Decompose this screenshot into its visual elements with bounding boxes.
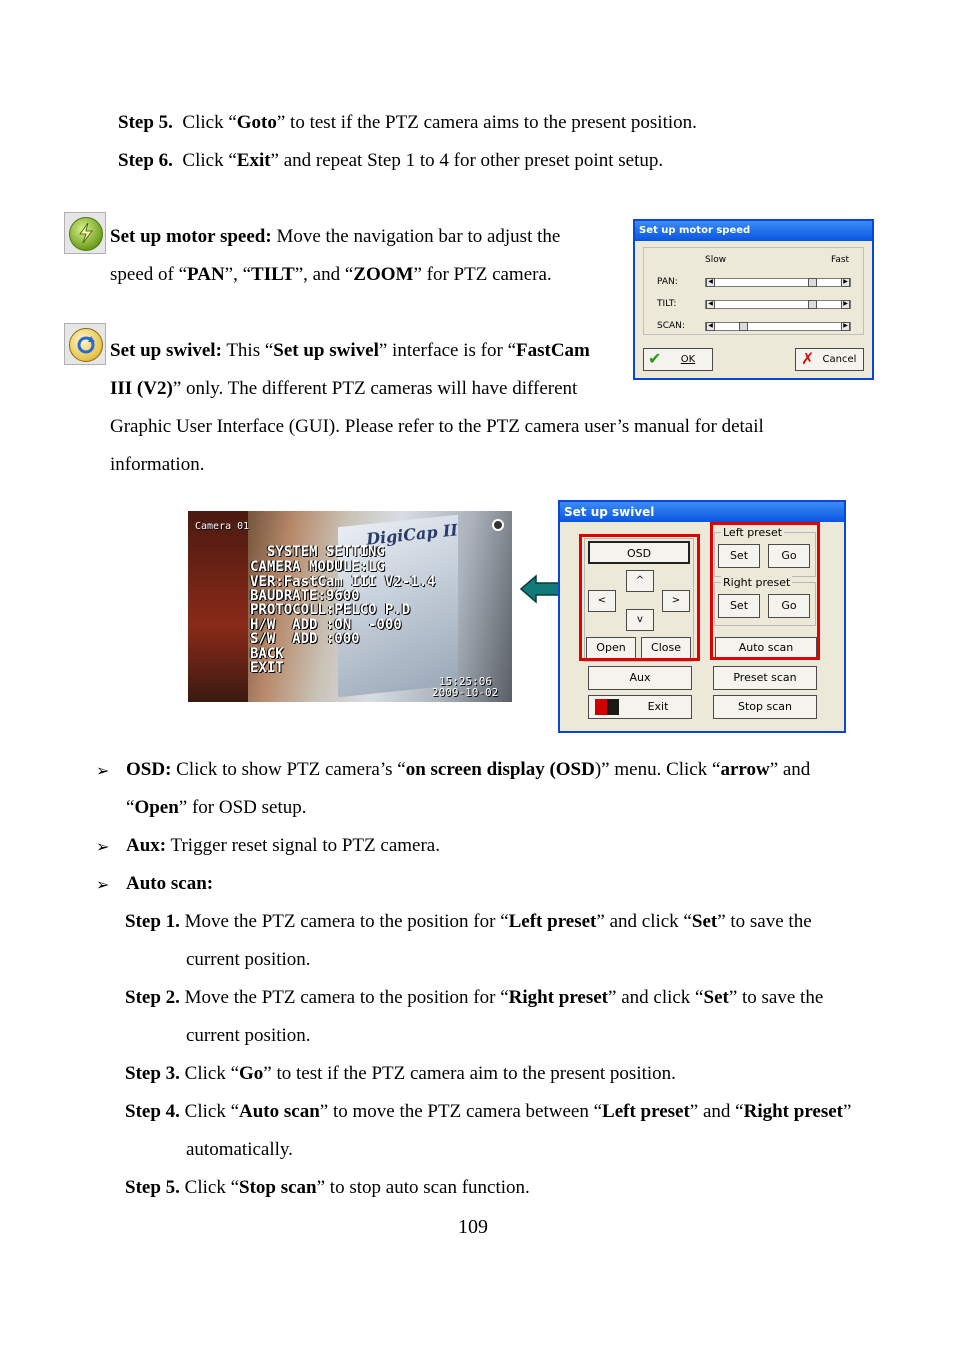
aux-bullet — [126, 835, 440, 857]
swivel-text: This “ — [221, 340, 274, 361]
swivel-keyword: FastCam — [516, 340, 590, 361]
tilt-keyword: TILT — [251, 264, 295, 285]
step-text: ” — [843, 1101, 852, 1122]
auto-scan-button[interactable]: Auto scan — [715, 637, 817, 659]
step-text: ” to move the PTZ camera between “ — [319, 1101, 603, 1122]
camera-wall-left — [188, 511, 248, 702]
slider-left-icon[interactable]: ◀ — [706, 278, 715, 287]
swivel-keyword: Set up swivel — [273, 340, 379, 361]
right-go-button[interactable]: Go — [768, 594, 810, 618]
osd-line: PROTOCOLL:PELCO P.D — [250, 602, 411, 618]
step-text: ” to save the — [728, 987, 824, 1008]
stop-scan-button[interactable]: Stop scan — [713, 695, 817, 719]
swivel-icon — [64, 323, 106, 365]
bullet-arrow-icon: ➢ — [96, 761, 110, 780]
lightning-icon — [77, 223, 95, 243]
bullet-text: )” menu. Click “ — [594, 759, 721, 780]
step-keyword: Set — [691, 911, 718, 932]
pan-label: PAN: — [657, 277, 678, 287]
bullet-text: ” for OSD setup. — [178, 797, 307, 818]
page-number: 109 — [458, 1216, 488, 1238]
swivel-arrows-icon — [75, 334, 97, 356]
right-preset-label: Right preset — [723, 576, 791, 589]
cancel-label: Cancel — [822, 354, 857, 365]
swivel-text: ” only. The different PTZ cameras will have different — [172, 378, 578, 399]
auto-step-3 — [125, 1063, 676, 1085]
step-keyword: Set — [703, 987, 729, 1008]
auto-scan-bullet: Auto scan: — [126, 873, 214, 894]
osd-line: CAMERA MODULE:LG — [250, 559, 385, 575]
left-set-button[interactable]: Set — [718, 544, 760, 568]
bullet-text: Trigger reset signal to PTZ camera. — [166, 835, 440, 856]
step-keyword: Go — [239, 1063, 264, 1084]
osd-line: S/W ADD :000 — [250, 631, 360, 647]
tilt-label: TILT: — [657, 299, 677, 309]
bullet-keyword: Open — [134, 797, 179, 818]
tilt-slider[interactable] — [705, 300, 851, 309]
step-number: Step 1. — [125, 911, 180, 932]
exit-label: Exit — [647, 700, 669, 713]
bullet-label: OSD: — [126, 759, 172, 780]
step-text: ” to test if the PTZ camera aim to the present position. — [263, 1063, 676, 1084]
bullet-keyword: OSD — [555, 759, 595, 780]
auto-step-1 — [125, 911, 812, 933]
swivel-dialog-title: Set up swivel — [560, 502, 844, 522]
osd-line: BACK — [250, 646, 284, 662]
bullet-arrow-icon: ➢ — [96, 875, 110, 894]
motor-text: ”, “ — [224, 264, 252, 285]
slider-left-icon[interactable]: ◀ — [706, 300, 715, 309]
ok-button[interactable] — [643, 348, 713, 371]
swivel-paragraph-line2 — [110, 378, 577, 400]
step-keyword: Auto scan — [239, 1101, 320, 1122]
step-text: Click “ — [179, 1101, 240, 1122]
exit-door-icon — [595, 699, 619, 715]
step-keyword: Right preset — [743, 1101, 843, 1122]
step-number: Step 5. — [118, 112, 173, 133]
step-keyword: Left preset — [602, 1101, 690, 1122]
left-preset-label: Left preset — [723, 526, 783, 539]
step-text: ” and “ — [689, 1101, 744, 1122]
camera-date: 2009-10-02 — [432, 686, 499, 699]
pan-keyword: PAN — [187, 264, 225, 285]
step-number: Step 2. — [125, 987, 180, 1008]
auto-step-2-cont: current position. — [186, 1025, 311, 1046]
osd-line: SYSTEM SETTING — [250, 544, 385, 560]
step-text: ” to stop auto scan function. — [316, 1177, 530, 1198]
motor-text: speed of “ — [110, 264, 188, 285]
close-button[interactable]: Close — [641, 637, 691, 659]
motor-text: ”, and “ — [294, 264, 354, 285]
step-text: ” to test if the PTZ camera aims to the present position. — [276, 112, 697, 133]
camera-settings-icon — [492, 519, 504, 531]
step-text: Move the PTZ camera to the position for “ — [179, 987, 509, 1008]
bullet-text: Click to show PTZ camera’s “ — [171, 759, 406, 780]
bullet-label: Aux: — [126, 835, 167, 856]
step-text: Move the PTZ camera to the position for “ — [179, 911, 509, 932]
pan-slider-thumb[interactable] — [808, 278, 817, 287]
swivel-dialog — [558, 500, 846, 733]
step-text: ” and click “ — [608, 987, 704, 1008]
step-keyword: Left preset — [508, 911, 597, 932]
osd-bullet-line1 — [126, 759, 810, 781]
auto-step-1-cont: current position. — [186, 949, 311, 970]
swivel-heading: Set up swivel: — [110, 340, 222, 361]
motor-text: Move the navigation bar to adjust the — [271, 226, 561, 247]
ok-label: OK — [680, 354, 696, 365]
up-arrow-button[interactable]: ^ — [626, 570, 654, 592]
step-number: Step 3. — [125, 1063, 180, 1084]
swivel-keyword: III (V2) — [110, 378, 173, 399]
bullet-text: ” and — [769, 759, 811, 780]
auto-step-2 — [125, 987, 823, 1009]
zoom-keyword: ZOOM — [353, 264, 414, 285]
open-button[interactable]: Open — [586, 637, 636, 659]
swivel-paragraph-line1 — [110, 340, 590, 362]
bullet-keyword: on screen display — [405, 759, 545, 780]
motor-text: ” for PTZ camera. — [413, 264, 552, 285]
cancel-button[interactable] — [795, 348, 864, 371]
osd-line: BAUDRATE:9600 — [250, 588, 360, 604]
motor-dialog-title: Set up motor speed — [635, 221, 872, 241]
step-text: ” and click “ — [596, 911, 692, 932]
step-text: Click “ — [182, 150, 237, 171]
slider-right-icon[interactable]: ▶ — [841, 278, 850, 287]
slider-right-icon[interactable]: ▶ — [841, 300, 850, 309]
step-text: Click “ — [182, 112, 237, 133]
osd-line: EXIT — [250, 660, 284, 676]
camera-osd-screenshot — [188, 511, 512, 702]
bullet-text: “ — [126, 797, 135, 818]
step-5-top — [118, 112, 697, 134]
step-keyword: Right preset — [508, 987, 609, 1008]
step-keyword: Stop scan — [239, 1177, 317, 1198]
left-go-button[interactable]: Go — [768, 544, 810, 568]
step-keyword: Goto — [236, 112, 277, 133]
auto-step-4 — [125, 1101, 851, 1123]
left-arrow-button[interactable]: < — [588, 590, 616, 612]
cancel-x-icon: ✗ — [801, 349, 815, 368]
step-number: Step 6. — [118, 150, 173, 171]
slider-right-icon[interactable]: ▶ — [841, 322, 850, 331]
slider-left-icon[interactable]: ◀ — [706, 322, 715, 331]
aux-button[interactable]: Aux — [588, 666, 692, 690]
step-keyword: Exit — [236, 150, 271, 171]
tilt-slider-thumb[interactable] — [808, 300, 817, 309]
step-text: Click “ — [179, 1177, 240, 1198]
auto-step-4-cont: automatically. — [186, 1139, 293, 1160]
fast-label: Fast — [831, 255, 850, 265]
motor-speed-paragraph-line2 — [110, 264, 552, 286]
step-6-top — [118, 150, 663, 172]
swivel-text: ” interface is for “ — [378, 340, 516, 361]
pan-slider[interactable] — [705, 278, 851, 287]
step-text: Click “ — [179, 1063, 240, 1084]
camera-label: Camera 01 — [195, 521, 250, 532]
motor-speed-dialog — [633, 219, 874, 380]
right-set-button[interactable]: Set — [718, 594, 760, 618]
bullet-arrow-icon: ➢ — [96, 837, 110, 856]
bullet-keyword: arrow — [720, 759, 770, 780]
step-number: Step 5. — [125, 1177, 180, 1198]
scan-slider-thumb[interactable] — [739, 322, 748, 331]
scan-label: SCAN: — [657, 321, 685, 331]
camera-time: 15:25:06 — [439, 675, 492, 688]
exit-button[interactable] — [588, 695, 692, 719]
motor-speed-icon — [64, 212, 106, 254]
osd-line: H/W ADD :ON -000 — [250, 617, 402, 633]
motor-speed-heading: Set up motor speed: — [110, 226, 272, 247]
camera-sign: DigiCap II — [365, 520, 459, 549]
preset-highlight-box — [710, 522, 820, 660]
step-number: Step 4. — [125, 1101, 180, 1122]
right-arrow-button[interactable]: > — [662, 590, 690, 612]
slow-label: Slow — [705, 255, 727, 265]
osd-button[interactable]: OSD — [588, 541, 690, 564]
swivel-paragraph-line4: information. — [110, 454, 205, 475]
down-arrow-button[interactable]: v — [626, 609, 654, 631]
preset-scan-button[interactable]: Preset scan — [713, 666, 817, 690]
osd-bullet-line2 — [126, 797, 307, 819]
auto-step-5 — [125, 1177, 530, 1199]
check-icon: ✔ — [648, 349, 662, 368]
step-text: ” to save the — [717, 911, 812, 932]
bullet-text: ( — [544, 759, 556, 780]
step-text: ” and repeat Step 1 to 4 for other preset point setup. — [270, 150, 664, 171]
swivel-paragraph-line3: Graphic User Interface (GUI). Please refer to the PTZ camera user’s manual for detail — [110, 416, 764, 437]
osd-highlight-box — [579, 534, 700, 661]
osd-line: VER:FastCam III V2-1.4 — [250, 574, 436, 590]
scan-slider[interactable] — [705, 322, 851, 331]
motor-speed-paragraph-line1 — [110, 226, 560, 248]
